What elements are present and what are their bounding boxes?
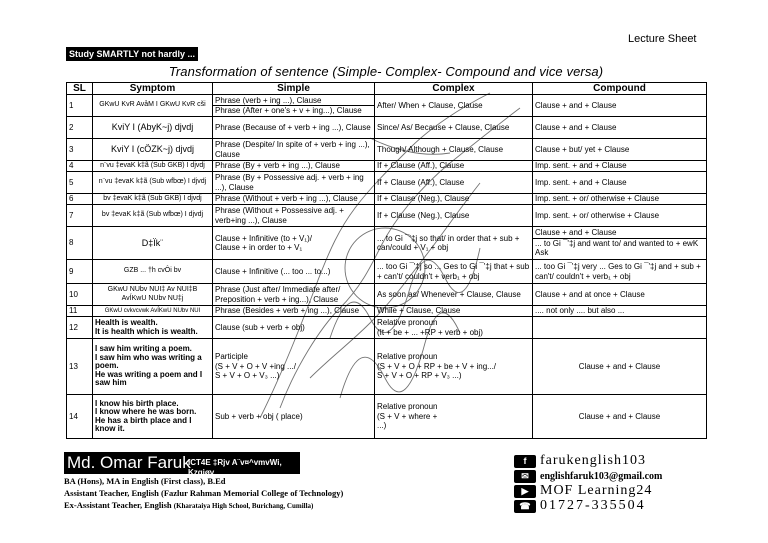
lecture-sheet-label: Lecture Sheet — [628, 33, 697, 45]
row-complex: ... too Gi ¯'‡j so ... Ges to Gi ¯'‡j that + sub + can't/ couldn't + verb₁ + obj — [375, 260, 533, 284]
row-complex: Relative pronoun (S + V + O + RP + be + V + ing.../ S + V + O + RP + V₃ ...) — [375, 339, 533, 395]
simple-line: Participle — [215, 352, 248, 362]
row-compound: Clause + but/ yet + Clause — [533, 139, 707, 161]
row-sl: 8 — [67, 227, 93, 260]
simple-line: Phrase (verb + ing ...), Clause — [215, 95, 322, 105]
ex-position-text: Ex-Assistant Teacher, English — [64, 500, 172, 510]
row-symptom: bv ‡evaK k‡ã (Sub GKB) I djvdj — [93, 194, 213, 205]
row-compound: .... not only .... but also ... — [533, 306, 707, 317]
row-sl: 5 — [67, 172, 93, 194]
table-row — [67, 306, 707, 317]
row-compound: Imp. sent. + and + Clause — [533, 161, 707, 172]
col-header-compound: Compound — [533, 83, 707, 95]
contact-youtube — [514, 484, 652, 498]
youtube-text: MOF Learning24 — [540, 483, 653, 498]
row-symptom: bv ‡evaK k‡ã (Sub wfbœ) I djvdj — [93, 205, 213, 227]
row-compound — [533, 227, 707, 260]
row-simple: Clause + Infinitive (... too ... to...) — [213, 260, 375, 284]
row-symptom: GKwU cvkvcvwk AvÍKwU NUbv NUI — [93, 306, 213, 317]
row-simple: Phrase (Despite/ In spite of + verb + ing ...), Clause — [213, 139, 375, 161]
col-header-symptom: Symptom — [93, 83, 213, 95]
name-bar — [64, 452, 300, 477]
row-simple: Phrase (Besides + verb + ing ...), Clause — [213, 306, 375, 317]
footer — [64, 452, 768, 543]
row-compound: Imp. sent. + and + Clause — [533, 172, 707, 194]
row-compound: Imp. sent. + or/ otherwise + Clause — [533, 205, 707, 227]
col-header-simple: Simple — [213, 83, 375, 95]
table-row — [67, 395, 707, 439]
author-ex-position — [64, 500, 313, 510]
row-simple: Phrase (Without + verb + ing ...), Clause — [213, 194, 375, 205]
row-symptom: n¨vu ‡evaK k‡ã (Sub wfbœ) I djvdj — [93, 172, 213, 194]
facebook-text: farukenglish103 — [540, 453, 646, 468]
transformation-table — [66, 82, 707, 439]
row-simple: Phrase (Just after/ Immediate after/ Preposition + verb + ing...), Clause — [213, 284, 375, 306]
row-simple — [213, 227, 375, 260]
row-symptom: KviY I (cÖZK~j) djvdj — [93, 139, 213, 161]
row-symptom: GZB ... †h cvÔi bv — [93, 260, 213, 284]
row-compound: Clause + and + Clause — [533, 339, 707, 395]
simple-line: Clause + Infinitive (to + V₁)/ — [215, 233, 312, 243]
row-complex: If + Clause (Neg.), Clause — [375, 194, 533, 205]
row-sl: 4 — [67, 161, 93, 172]
row-simple — [213, 95, 375, 117]
page-title: Transformation of sentence (Simple- Complex- Compound and vice versa) — [168, 64, 604, 79]
row-compound: Clause + and + Clause — [533, 117, 707, 139]
row-sl: 10 — [67, 284, 93, 306]
simple-line: Phrase (After + one's + v + ing...), Clause — [213, 105, 374, 116]
simple-line: (S + V + O + V +ing .../ — [215, 361, 296, 371]
row-simple — [213, 339, 375, 395]
row-compound: Clause + and + Clause — [533, 395, 707, 439]
contact-email — [514, 469, 662, 483]
row-complex: Since/ As/ Because + Clause, Clause — [375, 117, 533, 139]
row-complex: If + Clause (Aff.), Clause — [375, 161, 533, 172]
row-symptom: n¨vu ‡evaK k‡ã (Sub GKB) I djvdj — [93, 161, 213, 172]
contact-phone — [514, 499, 646, 513]
row-symptom: KviY I (AbyK~j) djvdj — [93, 117, 213, 139]
contact-facebook — [514, 454, 646, 468]
compound-line: ... to Gi ¯'‡j and want to/ and wanted to + ewK Ask — [533, 238, 706, 258]
row-compound: Clause + and at once + Clause — [533, 284, 707, 306]
row-complex: While + Clause, Clause — [375, 306, 533, 317]
row-complex: After/ When + Clause, Clause — [375, 95, 533, 117]
row-sl: 7 — [67, 205, 93, 227]
row-complex: Though/ Although + Clause, Clause — [375, 139, 533, 161]
row-complex: Relative pronoun (It + be + ... +RP + verb + obj) — [375, 317, 533, 339]
row-sl: 2 — [67, 117, 93, 139]
row-sl: 14 — [67, 395, 93, 439]
contact-block — [514, 452, 768, 512]
row-symptom: GKwU KvR AvåM I GKwU KvR cši — [93, 95, 213, 117]
row-simple: Phrase (By + Possessive adj. + verb + ing ...), Clause — [213, 172, 375, 194]
table-row — [67, 227, 707, 260]
table-row — [67, 317, 707, 339]
table-row — [67, 260, 707, 284]
table-row — [67, 95, 707, 117]
email-text: englishfaruk103@gmail.com — [540, 470, 663, 482]
ex-school-text: (Kharataiya High School, Burichang, Cumilla) — [173, 502, 314, 510]
compound-line: Clause + and + Clause — [535, 228, 617, 238]
simple-line: S + V + O + V₃ ...) — [215, 371, 280, 381]
row-compound — [533, 317, 707, 339]
table-row — [67, 161, 707, 172]
row-symptom: Health is wealth. It is health which is wealth. — [93, 317, 213, 339]
table-row — [67, 284, 707, 306]
col-header-sl: SL — [67, 83, 93, 95]
row-sl: 1 — [67, 95, 93, 117]
row-complex: ... to Gi ¯'‡j so that/ in order that + sub + can/could + V₁ + obj — [375, 227, 533, 260]
row-symptom: D‡Ïk¨ — [93, 227, 213, 260]
table-row — [67, 172, 707, 194]
phone-icon: ☎ — [514, 500, 536, 513]
row-simple: Sub + verb + obj ( place) — [213, 395, 375, 439]
row-simple: Phrase (By + verb + ing ...), Clause — [213, 161, 375, 172]
table-row — [67, 339, 707, 395]
table-row — [67, 117, 707, 139]
row-sl: 6 — [67, 194, 93, 205]
row-sl: 12 — [67, 317, 93, 339]
author-name: Md. Omar Faruk — [67, 453, 191, 472]
facebook-icon: f — [514, 455, 536, 468]
row-simple: Phrase (Without + Possessive adj. + verb+ing ...), Clause — [213, 205, 375, 227]
row-compound: ... too Gi ¯'‡j very ... Ges to Gi ¯'‡j and + sub + can't/ couldn't + verb₁ + obj — [533, 260, 707, 284]
table-row — [67, 194, 707, 205]
row-complex: If + Clause (Neg.), Clause — [375, 205, 533, 227]
author-degree: BA (Hons), MA in English (First class), B.Ed — [64, 476, 226, 486]
row-simple: Phrase (Because of + verb + ing ...), Clause — [213, 117, 375, 139]
row-sl: 11 — [67, 306, 93, 317]
youtube-icon: ▶ — [514, 485, 536, 498]
table-row — [67, 139, 707, 161]
row-simple: Clause (sub + verb + obj) — [213, 317, 375, 339]
row-compound: Clause + and + Clause — [533, 95, 707, 117]
author-tag: ICT4E ‡Rjv A¨v¤^vmvWi, Kzgjøv — [188, 458, 282, 477]
phone-text: 01727-335504 — [540, 498, 646, 513]
study-banner: Study SMARTLY not hardly ... — [66, 47, 198, 61]
row-symptom: GKwU NUbv NUI‡ Av NUI‡B AvÍKwU NUbv NU‡j — [93, 284, 213, 306]
author-position: Assistant Teacher, English (Fazlur Rahman Memorial College of Technology) — [64, 488, 344, 498]
row-compound: Imp. sent. + or/ otherwise + Clause — [533, 194, 707, 205]
table-row — [67, 205, 707, 227]
col-header-complex: Complex — [375, 83, 533, 95]
row-sl: 13 — [67, 339, 93, 395]
table-header-row — [67, 83, 707, 95]
simple-line: Clause + in order to + V₁ — [215, 243, 303, 252]
row-symptom: I saw him writing a poem. I saw him who was writing a poem. He was writing a poem and I saw him — [93, 339, 213, 395]
row-sl: 3 — [67, 139, 93, 161]
row-sl: 9 — [67, 260, 93, 284]
row-complex: As soon as/ Whenever + Clause, Clause — [375, 284, 533, 306]
email-icon: ✉ — [514, 470, 536, 483]
row-symptom: I know his birth place. I know where he was born. He has a birth place and I know it. — [93, 395, 213, 439]
row-complex: If + Clause (Aff.), Clause — [375, 172, 533, 194]
row-complex: Relative pronoun (S + V + where + ...) — [375, 395, 533, 439]
